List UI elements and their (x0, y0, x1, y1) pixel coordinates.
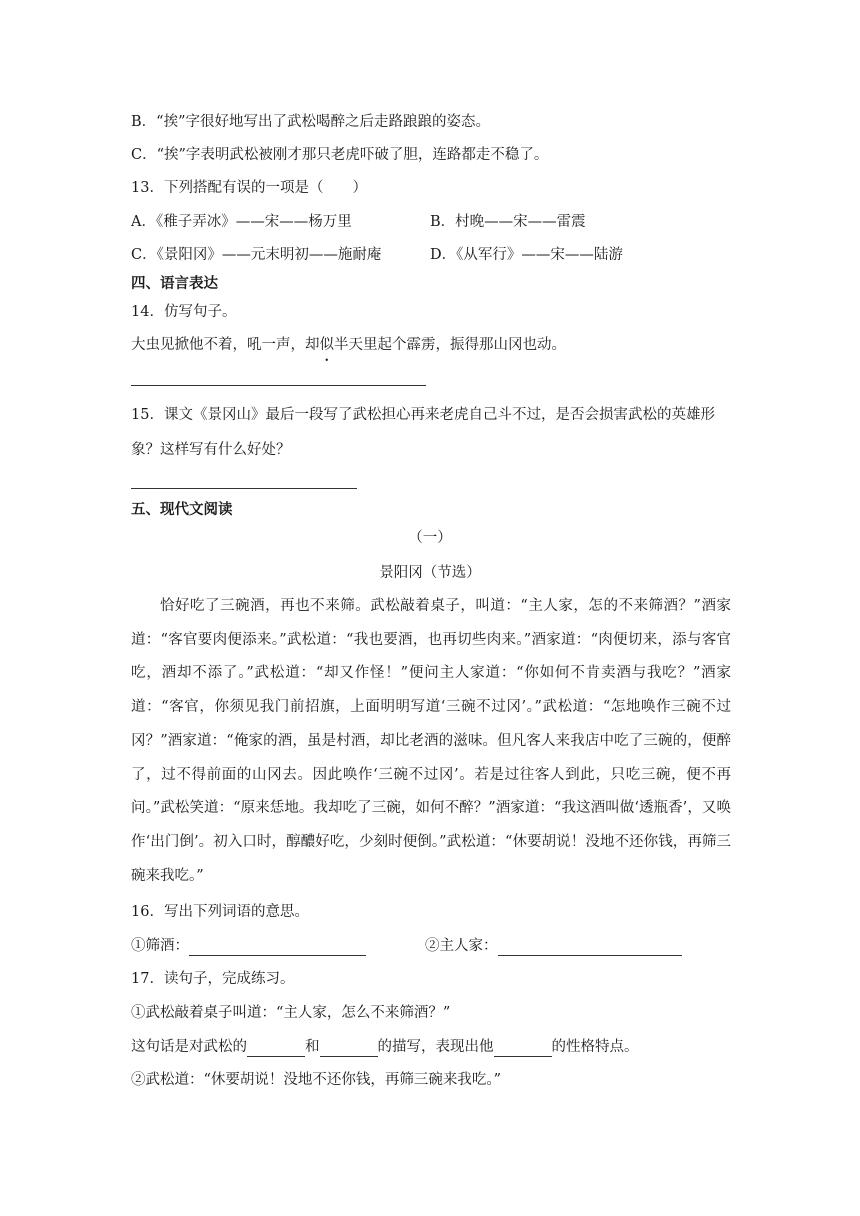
q16-answer-blank-a[interactable] (189, 939, 366, 956)
q13-option-b: B．村晚——宋——雷震 (430, 214, 586, 230)
q12-option-b: B．“挨”字很好地写出了武松喝醉之后走路踉踉的姿态。 (131, 114, 490, 130)
q14-stem: 14．仿写句子。 (131, 304, 237, 320)
q16-item-a (131, 936, 366, 956)
q15-line-2: 象？这样写有什么好处？ (131, 442, 291, 458)
q16-stem: 16．写出下列词语的意思。 (131, 904, 309, 920)
q16-item-a-label: ①筛酒： (131, 938, 189, 954)
q17-fill-text-b: 和 (305, 1039, 320, 1055)
q15-answer-line[interactable] (131, 488, 357, 489)
q16-item-b (425, 936, 682, 956)
q16-answer-blank-b[interactable] (498, 939, 682, 956)
q14-sentence-part-a: 大虫见掀他不着，吼一声，却 (131, 337, 320, 353)
q17-sentence-1: ①武松敲着桌子叫道：“主人家，怎么不来筛酒？” (131, 1005, 451, 1021)
q14-emphasis-char: 似 (319, 337, 334, 353)
q17-fill-text-a: 这句话是对武松的 (131, 1039, 247, 1055)
section-4-heading: 四、语言表达 (131, 276, 218, 292)
q17-sentence-2: ②武松道：“休要胡说！没地不还你钱，再筛三碗来我吃。” (131, 1072, 502, 1088)
q13-stem: 13．下列搭配有误的一项是（ ） (131, 180, 367, 196)
q17-stem: 17．读句子，完成练习。 (131, 971, 295, 987)
passage-text: 恰好吃了三碗酒，再也不来筛。武松敲着桌子，叫道：“主人家，怎的不来筛酒？”酒家道：“客官要肉便添来。”武松道：“我也要酒，也再切些肉来。”酒家道：“肉便切来，添与客官吃，酒却不添了。”武松道：“却又作怪！”便问主人家道：“你如何不肯卖酒与我吃？”酒家道：“客官，你须见我门前招旗，上面明明写道‘三碗不过冈’。”武松道：“怎地唤作三碗不过冈？”酒家道：“俺家的酒，虽是村酒，却比老酒的滋味。但凡客人来我店中吃了三碗的，便醉了，过不得前面的山冈去。因此唤作‘三碗不过冈’。若是过往客人到此，只吃三碗，便不再问。”武松笑道：“原来恁地。我却吃了三碗，如何不醉？”酒家道：“我这酒叫做‘透瓶香’，又唤作‘出门倒’。初入口时，醇醲好吃，少刻时便倒。”武松道：“休要胡说！没地不还你钱，再筛三碗来我吃。” (131, 598, 731, 884)
q16-item-b-label: ②主人家： (425, 938, 498, 954)
q12-option-c: C．“挨”字表明武松被刚才那只老虎吓破了胆，连路都走不稳了。 (131, 147, 549, 163)
section-5-heading: 五、现代文阅读 (131, 502, 233, 518)
q13-option-c: C．《景阳冈》——元末明初——施耐庵 (131, 247, 382, 263)
q17-blank-3[interactable] (494, 1040, 552, 1057)
q17-fill-text-c: 的描写，表现出他 (377, 1039, 494, 1055)
q15-line-1: 15．课文《景冈山》最后一段写了武松担心再来老虎自己斗不过，是否会损害武松的英雄形 (131, 407, 715, 423)
q14-sentence-part-b: 半天里起个霹雳，振得那山冈也动。 (334, 337, 566, 353)
q13-option-d: D．《从军行》——宋——陆游 (430, 247, 623, 263)
reading-part-label: （一） (408, 530, 452, 546)
q17-fill-text-d: 的性格特点。 (551, 1039, 639, 1055)
q14-sentence (131, 335, 566, 355)
q17-blank-1[interactable] (247, 1040, 305, 1057)
q13-option-a: A．《稚子弄冰》——宋——杨万里 (131, 214, 352, 230)
passage-title: 景阳冈（节选） (379, 565, 481, 581)
q17-blank-2[interactable] (320, 1040, 378, 1057)
q14-answer-line[interactable] (131, 385, 426, 386)
q17-fill-line (131, 1037, 639, 1057)
